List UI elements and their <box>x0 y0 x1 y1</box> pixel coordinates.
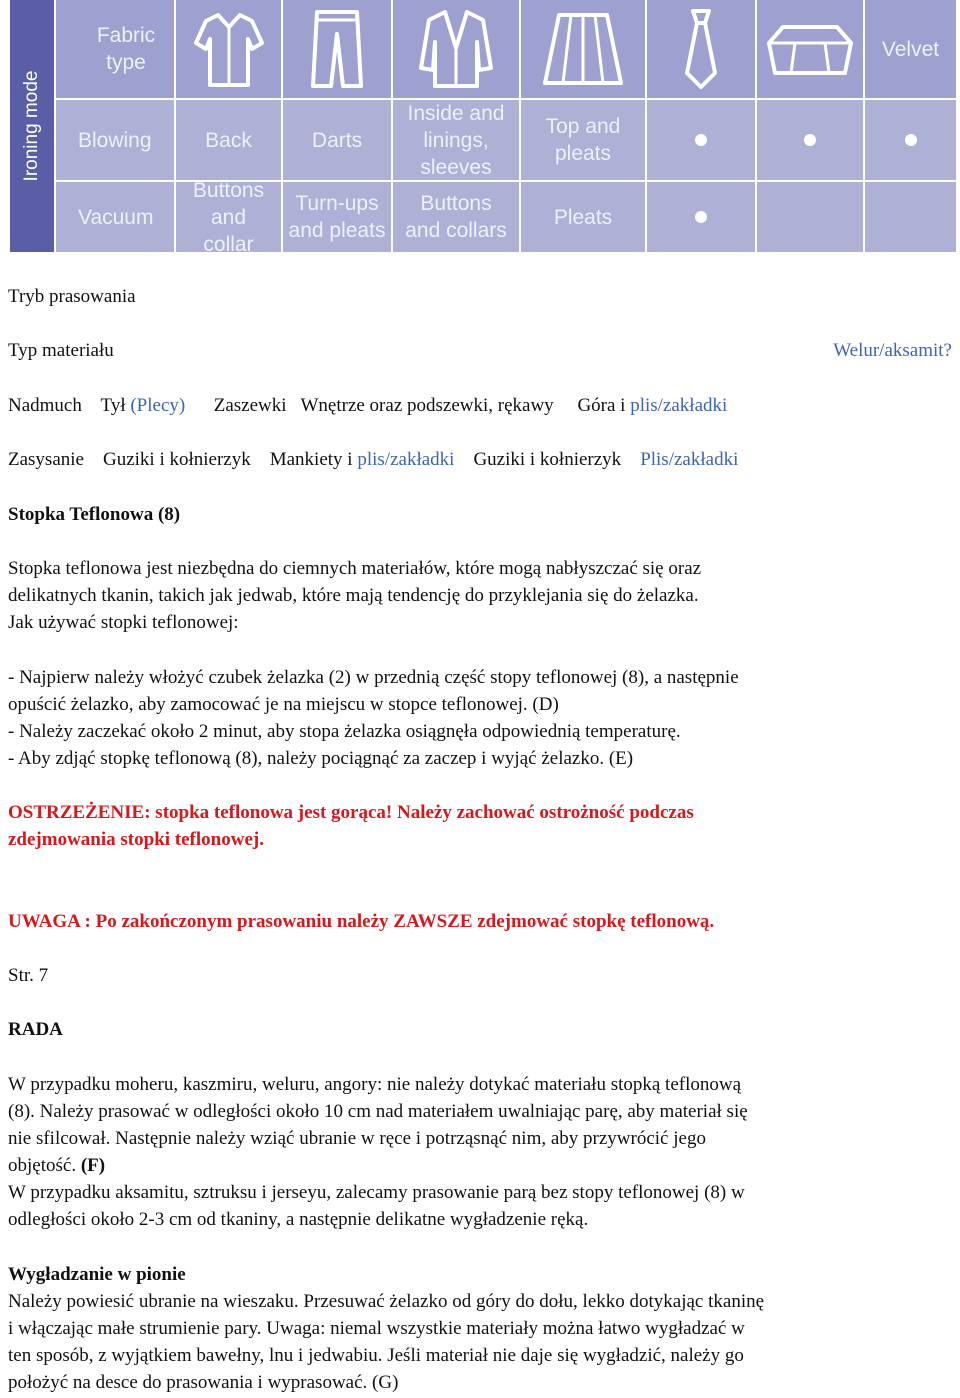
zaszewki: Zaszewki <box>213 395 287 416</box>
step-1a: - Najpierw należy włożyć czubek żelazka (2) w przednią część stopy teflonowej (8), a następnie <box>8 667 739 688</box>
vacuum-buttons-collar <box>176 178 281 256</box>
uwaga-note: UWAGA : Po zakończonym prasowaniu należy ZAWSZE zdejmować stopkę teflonową. <box>8 911 715 932</box>
row-zasysanie <box>8 446 738 473</box>
gora: Góra i <box>577 395 626 416</box>
pion-line-1: Należy powiesić ubranie na wieszaku. Przesuwać żelazko od góry do dołu, lekko dotykając tkaninę <box>8 1291 765 1312</box>
pion-line-3: ten sposób, z wyjątkiem bawełny, lnu i jedwabiu. Jeśli materiał nie daje się wygładzić, należy go <box>8 1345 744 1366</box>
shirt-icon <box>176 0 281 98</box>
row-nadmuch <box>8 392 727 419</box>
fabric-type-label: Fabric type <box>96 24 156 74</box>
vacuum-velvet-empty <box>865 182 956 252</box>
dot-marker <box>905 134 917 146</box>
ironing-mode-label: Ironing mode <box>21 70 42 182</box>
back-text: Back <box>205 128 252 152</box>
blowing-label <box>56 100 174 180</box>
pleats-text: Pleats <box>553 205 613 229</box>
pion-title: Wygładzanie w pionie <box>8 1264 186 1285</box>
step-1b: opuścić żelazko, aby zamocować je na miejscu w stopce teflonowej. (D) <box>8 694 559 715</box>
wnetrze: Wnętrze oraz podszewki, rękawy <box>300 395 554 416</box>
warning-line-1: OSTRZEŻENIE: stopka teflonowa jest gorąca! Należy zachować ostrożność podczas <box>8 802 694 823</box>
plis-zakladki: Plis/zakładki <box>640 449 739 470</box>
vacuum-tablecloth-empty <box>757 182 863 252</box>
blowing-top-pleats <box>521 100 645 180</box>
darts-text: Darts <box>311 128 363 152</box>
ref-f: (F) <box>80 1155 106 1176</box>
turnups-text: Turn-ups and pleats <box>288 192 386 242</box>
rada-line-2: (8). Należy prasować w odległości około 10 cm nad materiałem uwalniając parę, aby materiał się <box>8 1101 748 1122</box>
mankiety-plis: plis/zakładki <box>357 449 455 470</box>
ironing-mode-table <box>10 0 956 256</box>
vacuum-tie-dot <box>647 182 755 252</box>
trousers-icon <box>283 0 391 98</box>
buttons-collars-text: Buttons and collars <box>405 192 507 242</box>
blowing-velvet-dot <box>865 100 956 180</box>
stopka-title: Stopka Teflonowa (8) <box>8 504 181 525</box>
blowing-darts <box>283 100 391 180</box>
rada-line-6: odległości około 2-3 cm od tkaniny, a następnie delikatne wygładzenie ręką. <box>8 1209 589 1230</box>
tyl: Tył <box>100 395 126 416</box>
rada-line-5: W przypadku aksamitu, sztruksu i jerseyu, zalecamy prasowanie parą bez stopy teflonowej (8) w <box>8 1182 745 1203</box>
blowing-inside <box>393 100 519 180</box>
welur-aksamit: Welur/aksamit? <box>833 340 952 361</box>
dot-marker <box>695 211 707 223</box>
rada-line-4 <box>8 1152 105 1179</box>
warning-line-2: zdejmowania stopki teflonowej. <box>8 829 264 850</box>
mankiety: Mankiety i <box>269 449 353 470</box>
vacuum-pleats <box>521 182 645 252</box>
vacuum-buttons-collars <box>393 182 519 252</box>
tie-icon <box>647 0 755 98</box>
guziki-1: Guziki i kołnierzyk <box>102 449 251 470</box>
zasysanie: Zasysanie <box>8 449 84 470</box>
rada-line-3: nie sfilcował. Następnie należy wziąć ubranie w ręce i potrząsnąć nim, aby przywrócić jego <box>8 1128 706 1149</box>
page-number: Str. 7 <box>8 965 49 986</box>
blowing-text: Blowing <box>78 128 152 152</box>
pion-line-2: i włączając małe strumienie pary. Uwaga: niemal wszystkie materiały można łatwo wygładzać w <box>8 1318 745 1339</box>
rada-title: RADA <box>8 1019 63 1040</box>
blowing-tablecloth-dot <box>757 100 863 180</box>
vacuum-text: Vacuum <box>78 205 154 229</box>
plecy: (Plecy) <box>130 395 186 416</box>
nadmuch: Nadmuch <box>8 395 82 416</box>
jak-uzywac: Jak używać stopki teflonowej: <box>8 612 239 633</box>
ironing-mode-rail <box>10 0 54 252</box>
buttons-collar-text: Buttons and collar <box>192 178 265 256</box>
vacuum-turnups <box>283 182 391 252</box>
gora-plis: plis/zakładki <box>630 395 728 416</box>
inside-text: Inside and linings, sleeves <box>407 101 505 179</box>
tablecloth-icon <box>757 0 863 98</box>
rada-line-1: W przypadku moheru, kaszmiru, weluru, angory: nie należy dotykać materiału stopką teflonową <box>8 1074 742 1095</box>
vacuum-label <box>56 182 174 252</box>
skirt-icon <box>521 0 645 98</box>
blowing-back <box>176 100 281 180</box>
objetosc: objętość. <box>8 1155 77 1176</box>
guziki-2: Guziki i kołnierzyk <box>473 449 622 470</box>
top-pleats-text: Top and pleats <box>545 115 621 165</box>
dot-marker <box>695 134 707 146</box>
dot-marker <box>804 134 816 146</box>
pion-line-4: położyć na desce do prasowania i wyprasować. (G) <box>8 1372 399 1393</box>
typ-materialu: Typ materiału <box>8 340 114 361</box>
blowing-tie-dot <box>647 100 755 180</box>
velvet-label: Velvet <box>881 37 940 61</box>
step-3: - Aby zdjąć stopkę teflonową (8), należy pociągnąć za zaczep i wyjąć żelazko. (E) <box>8 748 634 769</box>
stopka-p2: delikatnych tkanin, takich jak jedwab, które mają tendencję do przyklejania się do żelazka. <box>8 585 699 606</box>
step-2: - Należy zaczekać około 2 minut, aby stopa żelazka osiągnęła odpowiednią temperaturę. <box>8 721 681 742</box>
fabric-type-header <box>56 0 174 98</box>
jacket-icon <box>393 0 519 98</box>
stopka-p1: Stopka teflonowa jest niezbędna do ciemnych materiałów, które mogą nabłyszczać się oraz <box>8 558 702 579</box>
tryb-prasowania: Tryb prasowania <box>8 286 136 307</box>
velvet-header <box>865 0 956 98</box>
